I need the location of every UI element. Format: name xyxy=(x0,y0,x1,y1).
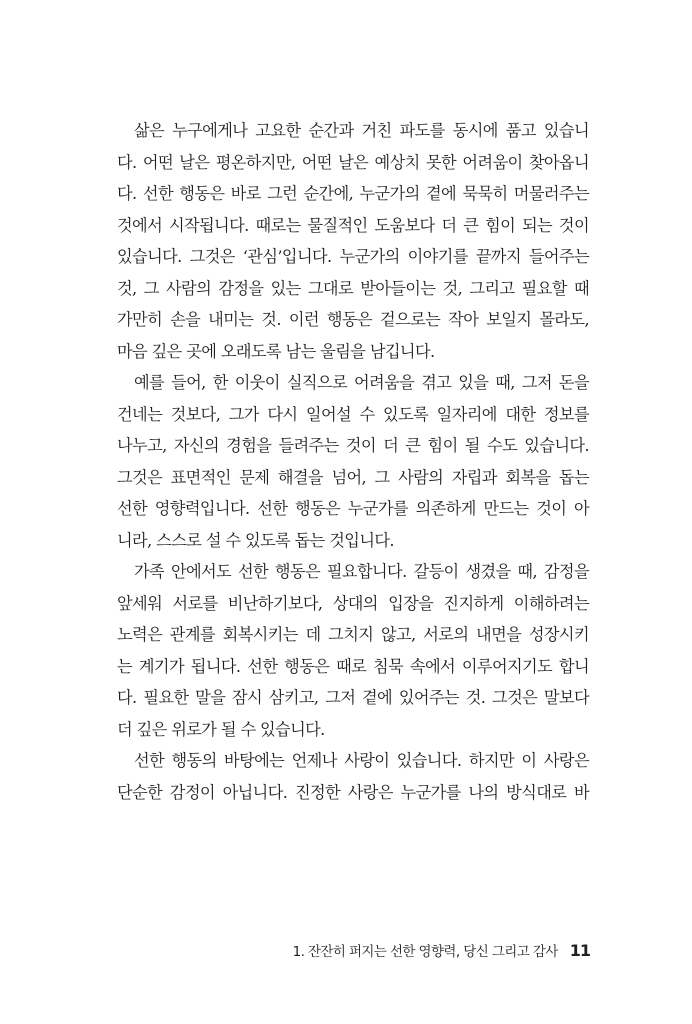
body-text xyxy=(117,115,589,808)
text-line: 단순한 감정이 아닙니다. 진정한 사랑은 누군가를 나의 방식대로 바 xyxy=(117,782,589,802)
text-line: 가족 안에서도 선한 행동은 필요합니다. 갈등이 생겼을 때, 감정을 xyxy=(134,562,589,581)
text-line: 선한 영향력입니다. 선한 행동은 누군가를 의존하게 만드는 것이 아 xyxy=(117,499,589,518)
text-line: 예를 들어, 한 이웃이 실직으로 어려움을 겪고 있을 때, 그저 돈을 xyxy=(134,373,589,392)
text-line: 것, 그 사람의 감정을 있는 그대로 받아들이는 것, 그리고 필요할 때 xyxy=(117,278,589,298)
running-head: 1. 잔잔히 퍼지는 선한 영향력, 당신 그리고 감사 xyxy=(292,944,558,960)
text-line: 그것은 표면적인 문제 해결을 넘어, 그 사람의 자립과 회복을 돕는 xyxy=(117,467,589,487)
text-line: 마음 깊은 곳에 오래도록 남는 울림을 남깁니다. xyxy=(117,341,435,361)
text-line: 다. 필요한 말을 잠시 삼키고, 그저 곁에 있어주는 것. 그것은 말보다 xyxy=(117,688,589,707)
text-line: 가만히 손을 내미는 것. 이런 행동은 겉으로는 작아 보일지 몰라도, xyxy=(117,310,589,329)
text-line: 다. 선한 행동은 바로 그런 순간에, 누군가의 곁에 묵묵히 머물러주는 xyxy=(117,184,589,203)
text-line: 삶은 누구에게나 고요한 순간과 거친 파도를 동시에 품고 있습니 xyxy=(134,121,589,140)
text-line: 앞세워 서로를 비난하기보다, 상대의 입장을 진지하게 이해하려는 xyxy=(117,593,589,613)
text-line: 건네는 것보다, 그가 다시 일어설 수 있도록 일자리에 대한 정보를 xyxy=(117,404,589,424)
page-number: 11 xyxy=(569,941,590,960)
text-line: 선한 행동의 바탕에는 언제나 사랑이 있습니다. 하지만 이 사랑은 xyxy=(134,751,589,770)
text-line: 니라, 스스로 설 수 있도록 돕는 것입니다. xyxy=(117,530,394,550)
text-line: 있습니다. 그것은 ‘관심’입니다. 누군가의 이야기를 끝까지 들어주는 xyxy=(117,247,589,266)
text-line: 노력은 관계를 회복시키는 데 그치지 않고, 서로의 내면을 성장시키 xyxy=(117,625,589,644)
text-line: 는 계기가 됩니다. 선한 행동은 때로 침묵 속에서 이루어지기도 합니 xyxy=(117,656,589,676)
page-footer xyxy=(293,940,590,960)
text-line: 다. 어떤 날은 평온하지만, 어떤 날은 예상치 못한 어려움이 찾아옵니 xyxy=(117,152,589,172)
text-line: 나누고, 자신의 경험을 들려주는 것이 더 큰 힘이 될 수도 있습니다. xyxy=(117,436,589,455)
text-line: 더 깊은 위로가 될 수 있습니다. xyxy=(117,719,325,739)
text-line: 것에서 시작됩니다. 때로는 물질적인 도움보다 더 큰 힘이 되는 것이 xyxy=(117,215,589,235)
